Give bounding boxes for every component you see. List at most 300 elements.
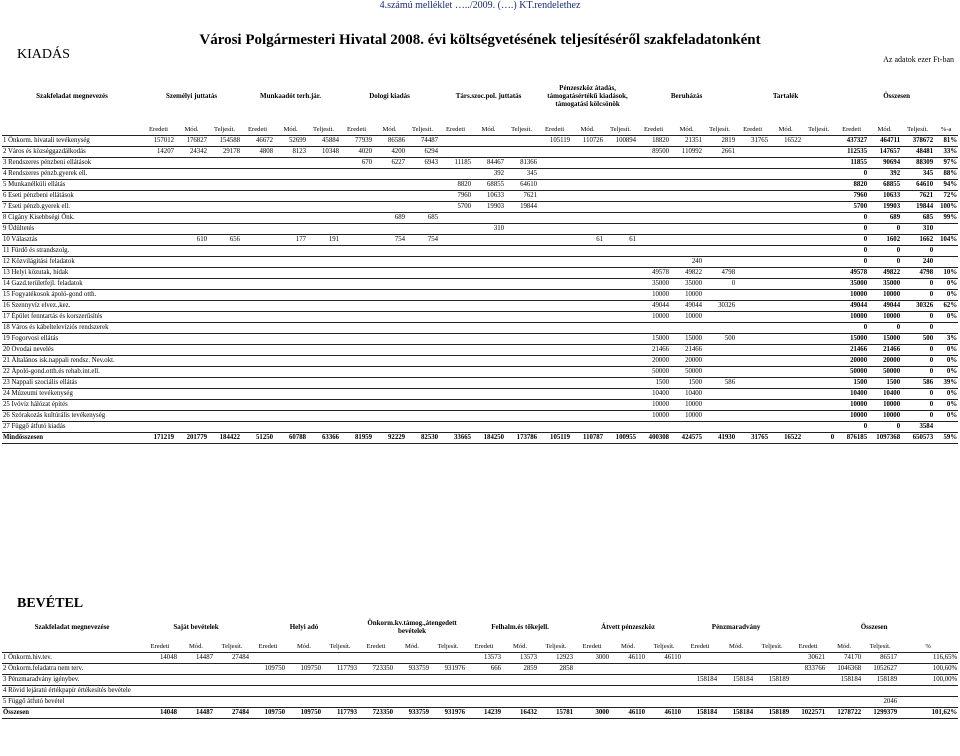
table-cell: [208, 169, 241, 180]
table-cell: 86517: [862, 653, 898, 664]
table-cell: 464711: [868, 136, 901, 147]
table-cell: [250, 675, 286, 686]
table-cell: [718, 664, 754, 675]
table-cell: 117793: [322, 708, 358, 719]
table-cell: [472, 422, 505, 433]
table-cell: [736, 378, 769, 389]
income-group-header: Átvett pénzeszköz: [601, 623, 655, 631]
table-cell: [340, 224, 373, 235]
table-cell: [142, 411, 175, 422]
table-cell: 933759: [394, 664, 430, 675]
table-cell: [505, 147, 538, 158]
table-cell: [208, 213, 241, 224]
column-subheader: Teljesít.: [862, 642, 898, 653]
table-cell: [439, 389, 472, 400]
table-cell: [472, 301, 505, 312]
table-cell: 100,00%: [898, 675, 958, 686]
table-cell: 19903: [472, 202, 505, 213]
table-cell: [646, 664, 682, 675]
column-subheader: Mód.: [274, 125, 307, 136]
table-cell: 0: [901, 356, 934, 367]
table-row: [2, 312, 958, 323]
table-cell: [373, 312, 406, 323]
table-cell: 109750: [250, 664, 286, 675]
table-cell: [406, 323, 439, 334]
table-cell: [208, 378, 241, 389]
table-cell: [406, 356, 439, 367]
column-subheader: Teljesít.: [754, 642, 790, 653]
table-cell: [340, 356, 373, 367]
table-cell: 184250: [472, 433, 505, 444]
table-cell: [175, 378, 208, 389]
table-cell: 51250: [241, 433, 274, 444]
table-cell: 77939: [340, 136, 373, 147]
table-cell: [472, 400, 505, 411]
table-cell: [340, 400, 373, 411]
income-group-header: Összesen: [860, 623, 888, 631]
table-cell: [175, 279, 208, 290]
table-cell: 7621: [505, 191, 538, 202]
table-cell: [505, 345, 538, 356]
table-cell: [208, 356, 241, 367]
table-cell: [307, 323, 340, 334]
table-cell: [505, 136, 538, 147]
table-cell: [538, 323, 571, 334]
table-cell: 158189: [754, 708, 790, 719]
table-cell: [307, 312, 340, 323]
table-cell: [736, 389, 769, 400]
table-cell: [241, 202, 274, 213]
table-cell: [538, 213, 571, 224]
table-cell: 97%: [934, 158, 958, 169]
column-subheader: Eredeti: [574, 642, 610, 653]
column-subheader: Eredeti: [250, 642, 286, 653]
table-cell: [505, 356, 538, 367]
table-cell: 41930: [703, 433, 736, 444]
table-row: [2, 686, 958, 697]
table-cell: 240: [901, 257, 934, 268]
table-cell: [574, 675, 610, 686]
table-cell: 92229: [373, 433, 406, 444]
table-cell: [505, 400, 538, 411]
table-cell: 16522: [769, 136, 802, 147]
table-cell: [241, 290, 274, 301]
table-cell: [790, 686, 826, 697]
table-cell: [646, 697, 682, 708]
table-cell: [571, 213, 604, 224]
table-cell: 2661: [703, 147, 736, 158]
column-subheader: Teljesít.: [802, 125, 835, 136]
table-cell: 10000: [670, 312, 703, 323]
table-cell: [406, 268, 439, 279]
column-subheader: Eredeti: [439, 125, 472, 136]
table-cell: [430, 675, 466, 686]
table-cell: [472, 235, 505, 246]
table-cell: [610, 664, 646, 675]
column-subheader: %: [898, 642, 958, 653]
table-cell: 2819: [703, 136, 736, 147]
table-cell: [208, 257, 241, 268]
table-cell: 88%: [934, 169, 958, 180]
table-cell: [862, 686, 898, 697]
table-cell: [571, 257, 604, 268]
table-cell: [538, 697, 574, 708]
table-cell: [637, 202, 670, 213]
table-cell: 1500: [835, 378, 868, 389]
table-cell: [802, 279, 835, 290]
table-cell: 6227: [373, 158, 406, 169]
table-cell: [358, 686, 394, 697]
table-cell: [394, 675, 430, 686]
table-cell: [604, 213, 637, 224]
table-cell: 50000: [835, 367, 868, 378]
table-cell: 10000: [670, 411, 703, 422]
table-cell: 0%: [934, 411, 958, 422]
table-cell: 0: [868, 246, 901, 257]
table-cell: [406, 422, 439, 433]
table-cell: 0: [835, 169, 868, 180]
column-subheader: Mód.: [175, 125, 208, 136]
table-cell: 10000: [868, 312, 901, 323]
table-cell: 100894: [604, 136, 637, 147]
table-cell: [142, 290, 175, 301]
table-cell: [571, 367, 604, 378]
table-cell: [802, 356, 835, 367]
table-cell: [406, 312, 439, 323]
table-cell: [769, 411, 802, 422]
table-cell: [406, 389, 439, 400]
table-cell: [703, 389, 736, 400]
table-cell: [208, 246, 241, 257]
table-cell: [571, 334, 604, 345]
table-cell: [769, 389, 802, 400]
table-cell: [307, 169, 340, 180]
income-section-title: BEVÉTEL: [17, 596, 84, 611]
table-cell: [208, 411, 241, 422]
table-cell: [439, 411, 472, 422]
table-cell: 177: [274, 235, 307, 246]
table-cell: 191: [307, 235, 340, 246]
table-cell: [538, 356, 571, 367]
table-row: [2, 147, 958, 158]
table-cell: [736, 224, 769, 235]
table-cell: [142, 389, 175, 400]
table-cell: 201779: [175, 433, 208, 444]
table-cell: 90694: [868, 158, 901, 169]
column-subheader: Teljesít.: [604, 125, 637, 136]
table-cell: [505, 312, 538, 323]
table-cell: [682, 686, 718, 697]
table-cell: 60788: [274, 433, 307, 444]
column-subheader: Eredeti: [142, 125, 175, 136]
table-cell: [826, 697, 862, 708]
table-cell: [406, 202, 439, 213]
table-cell: [538, 268, 571, 279]
table-cell: [406, 224, 439, 235]
table-cell: [571, 279, 604, 290]
table-cell: 7960: [439, 191, 472, 202]
row-label: 19 Fogorvosi ellátás: [2, 334, 142, 345]
table-cell: 0: [868, 257, 901, 268]
table-cell: [802, 367, 835, 378]
table-cell: 6294: [406, 147, 439, 158]
table-cell: [142, 367, 175, 378]
table-cell: [307, 301, 340, 312]
table-cell: [502, 697, 538, 708]
table-cell: 109750: [250, 708, 286, 719]
table-cell: [670, 191, 703, 202]
table-cell: 45884: [307, 136, 340, 147]
table-cell: [703, 224, 736, 235]
table-cell: [736, 400, 769, 411]
table-cell: [373, 334, 406, 345]
table-cell: [142, 246, 175, 257]
table-cell: 15781: [538, 708, 574, 719]
table-cell: [472, 411, 505, 422]
income-group-header: Saját bevételek: [173, 623, 219, 631]
table-cell: [439, 290, 472, 301]
table-cell: [322, 686, 358, 697]
table-cell: [142, 158, 175, 169]
table-cell: [439, 224, 472, 235]
table-cell: [340, 235, 373, 246]
table-cell: [142, 257, 175, 268]
table-cell: [505, 257, 538, 268]
table-cell: [505, 378, 538, 389]
table-cell: [274, 290, 307, 301]
table-cell: [439, 422, 472, 433]
table-cell: [826, 686, 862, 697]
table-cell: [406, 378, 439, 389]
column-subheader: Teljesít.: [646, 642, 682, 653]
table-cell: 62%: [934, 301, 958, 312]
table-cell: [670, 235, 703, 246]
table-cell: [439, 323, 472, 334]
table-row: [2, 202, 958, 213]
table-cell: [142, 664, 178, 675]
table-cell: [637, 422, 670, 433]
table-cell: [802, 235, 835, 246]
table-cell: [604, 224, 637, 235]
table-cell: [769, 345, 802, 356]
table-cell: 10%: [934, 268, 958, 279]
row-label: 9 Üdültetés: [2, 224, 142, 235]
table-cell: [175, 180, 208, 191]
table-cell: [340, 191, 373, 202]
table-cell: [439, 301, 472, 312]
page-title: Városi Polgármesteri Hivatal 2008. évi költségvetésének teljesítéséről szakfeladatonként: [199, 32, 761, 48]
table-cell: [340, 323, 373, 334]
table-cell: [769, 290, 802, 301]
table-cell: 10400: [868, 389, 901, 400]
table-row: [2, 675, 958, 686]
table-cell: [571, 312, 604, 323]
table-cell: [340, 389, 373, 400]
table-cell: [604, 378, 637, 389]
table-cell: [802, 268, 835, 279]
table-cell: 0: [802, 433, 835, 444]
table-cell: [769, 180, 802, 191]
table-cell: [175, 334, 208, 345]
table-cell: [754, 653, 790, 664]
table-cell: 0%: [934, 279, 958, 290]
table-cell: [274, 378, 307, 389]
table-cell: [439, 367, 472, 378]
table-cell: 4808: [241, 147, 274, 158]
table-cell: [604, 356, 637, 367]
row-label: 4 Rendszeres pénzb.gyerek ell.: [2, 169, 142, 180]
table-cell: [274, 191, 307, 202]
table-cell: 1046368: [826, 664, 862, 675]
table-cell: [571, 389, 604, 400]
table-cell: [241, 367, 274, 378]
table-cell: [604, 180, 637, 191]
table-cell: [208, 158, 241, 169]
table-cell: 89500: [637, 147, 670, 158]
table-cell: [241, 257, 274, 268]
table-cell: [682, 664, 718, 675]
expense-group-header: Társ.szoc.pol. juttatás: [455, 92, 522, 100]
table-row: [2, 323, 958, 334]
table-cell: [703, 422, 736, 433]
table-cell: [178, 675, 214, 686]
table-row: [2, 136, 958, 147]
table-cell: [439, 268, 472, 279]
table-cell: [472, 356, 505, 367]
table-cell: 109750: [286, 664, 322, 675]
table-cell: [241, 378, 274, 389]
table-cell: 46110: [610, 653, 646, 664]
table-cell: 21351: [670, 136, 703, 147]
table-cell: 50000: [670, 367, 703, 378]
table-cell: [538, 389, 571, 400]
table-cell: 13573: [502, 653, 538, 664]
table-cell: [538, 290, 571, 301]
table-row: [2, 246, 958, 257]
table-cell: 0: [835, 213, 868, 224]
table-cell: [736, 279, 769, 290]
table-row: [2, 213, 958, 224]
table-cell: [274, 158, 307, 169]
table-cell: [604, 169, 637, 180]
table-cell: [769, 312, 802, 323]
table-cell: [604, 312, 637, 323]
table-cell: [718, 686, 754, 697]
table-cell: [175, 257, 208, 268]
table-cell: 15000: [868, 334, 901, 345]
table-cell: 424575: [670, 433, 703, 444]
table-cell: 10000: [835, 312, 868, 323]
table-cell: 16432: [502, 708, 538, 719]
table-cell: [604, 400, 637, 411]
table-cell: 49822: [670, 268, 703, 279]
table-cell: 101,62%: [898, 708, 958, 719]
table-cell: [274, 279, 307, 290]
table-cell: [241, 389, 274, 400]
table-cell: [406, 334, 439, 345]
table-cell: [505, 290, 538, 301]
table-cell: [472, 257, 505, 268]
table-cell: 0: [901, 367, 934, 378]
table-cell: [604, 323, 637, 334]
table-cell: [430, 697, 466, 708]
table-cell: [736, 367, 769, 378]
table-cell: [142, 191, 175, 202]
row-label: 17 Épület fenntartás és korszerűsítés: [2, 312, 142, 323]
table-cell: [358, 653, 394, 664]
table-cell: [571, 400, 604, 411]
table-cell: 14048: [142, 708, 178, 719]
row-label: 2 Város és községgazdálkodás: [2, 147, 142, 158]
table-cell: [208, 400, 241, 411]
table-cell: 39%: [934, 378, 958, 389]
table-cell: 931976: [430, 708, 466, 719]
table-cell: [505, 213, 538, 224]
income-group-header: Szakfeladat megnevezése: [34, 623, 110, 631]
table-cell: [466, 675, 502, 686]
table-cell: [736, 301, 769, 312]
table-cell: [142, 422, 175, 433]
table-cell: [898, 686, 958, 697]
column-subheader: Teljesít.: [208, 125, 241, 136]
table-cell: [214, 697, 250, 708]
table-cell: [286, 697, 322, 708]
table-cell: [571, 191, 604, 202]
table-cell: [637, 169, 670, 180]
table-cell: [604, 345, 637, 356]
table-cell: 0: [835, 323, 868, 334]
table-cell: 5700: [439, 202, 472, 213]
table-cell: [175, 202, 208, 213]
row-label: 26 Szórakozás kultúrális tevékenység: [2, 411, 142, 422]
table-cell: [142, 180, 175, 191]
table-cell: [142, 345, 175, 356]
table-cell: 0: [868, 224, 901, 235]
table-cell: [208, 334, 241, 345]
table-cell: [472, 378, 505, 389]
table-cell: 10000: [637, 312, 670, 323]
table-cell: 0: [835, 422, 868, 433]
table-cell: 4798: [901, 268, 934, 279]
table-cell: [790, 675, 826, 686]
table-cell: [736, 422, 769, 433]
table-cell: [373, 191, 406, 202]
table-cell: [604, 422, 637, 433]
table-cell: [682, 653, 718, 664]
table-cell: 74170: [826, 653, 862, 664]
table-cell: 81366: [505, 158, 538, 169]
table-cell: [718, 697, 754, 708]
table-cell: [142, 400, 175, 411]
table-cell: [406, 411, 439, 422]
table-cell: 158184: [682, 708, 718, 719]
table-cell: 68855: [868, 180, 901, 191]
table-cell: [373, 224, 406, 235]
column-subheader: %-a: [934, 125, 958, 136]
table-cell: 110726: [571, 136, 604, 147]
table-cell: [637, 246, 670, 257]
table-cell: [736, 290, 769, 301]
table-cell: [241, 422, 274, 433]
table-row: [2, 345, 958, 356]
expense-group-header: Tartalék: [772, 92, 799, 100]
table-cell: 184422: [208, 433, 241, 444]
table-cell: [274, 422, 307, 433]
table-cell: 400308: [637, 433, 670, 444]
row-label: 25 Ivóvíz hálózat építés: [2, 400, 142, 411]
table-cell: [175, 312, 208, 323]
table-cell: [538, 301, 571, 312]
